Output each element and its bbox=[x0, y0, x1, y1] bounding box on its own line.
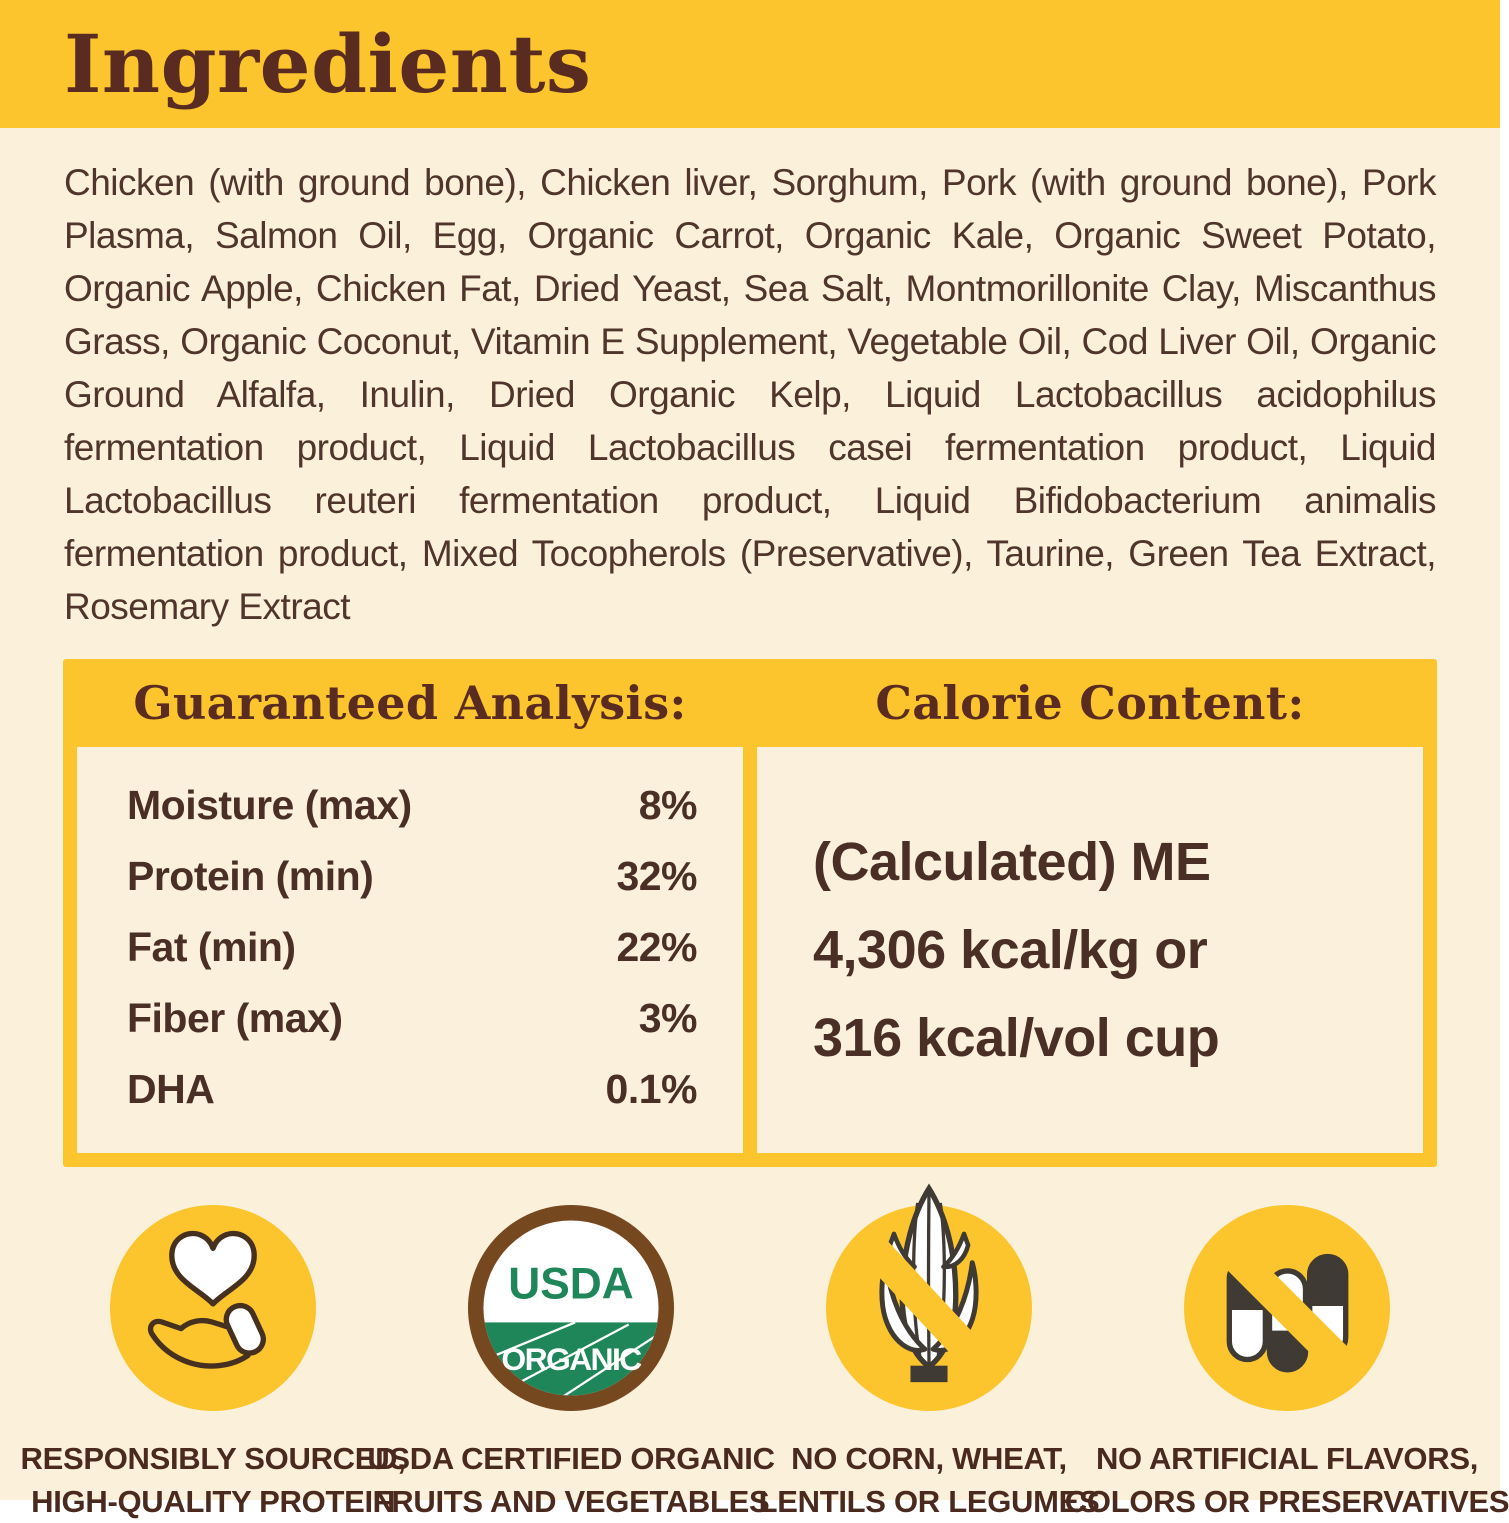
analysis-value: 8% bbox=[638, 782, 697, 828]
badge-caption bbox=[1065, 1437, 1509, 1523]
badge-caption bbox=[759, 1437, 1100, 1523]
no-corn-icon bbox=[826, 1205, 1032, 1411]
analysis-label: DHA bbox=[127, 1066, 215, 1112]
badge-usda-organic bbox=[367, 1205, 775, 1523]
calorie-line: (Calculated) ME bbox=[813, 832, 1211, 892]
caption-line: HIGH-QUALITY PROTEIN bbox=[31, 1484, 395, 1519]
analysis-value: 3% bbox=[638, 995, 697, 1041]
analysis-value: 22% bbox=[616, 924, 697, 970]
calorie-line: 4,306 kcal/kg or bbox=[813, 920, 1208, 980]
caption-line: NO ARTIFICIAL FLAVORS, bbox=[1095, 1441, 1479, 1476]
calorie-content-column bbox=[757, 659, 1423, 1153]
caption-line: USDA CERTIFIED ORGANIC bbox=[367, 1441, 775, 1476]
analysis-value: 32% bbox=[616, 853, 697, 899]
heart-in-hand-icon bbox=[110, 1205, 316, 1411]
analysis-value: 0.1% bbox=[605, 1066, 697, 1112]
page-title: Ingredients bbox=[64, 17, 592, 111]
badge-no-artificial bbox=[1064, 1205, 1509, 1523]
badge-row bbox=[0, 1205, 1509, 1523]
analysis-row-dha bbox=[127, 1067, 697, 1111]
calorie-content-title: Calorie Content: bbox=[875, 676, 1305, 730]
guaranteed-analysis-panel bbox=[77, 747, 743, 1153]
analysis-row-moisture bbox=[127, 783, 697, 827]
ingredients-paragraph: Chicken (with ground bone), Chicken liver, Sorghum, Pork (with ground bone), Pork Plasma, Salmon Oil, Egg, Organic Carrot, Organic Kale, Organic Sweet Potato, Organic Apple, Chicken Fat, Dried Yeast, Sea Salt, Montmorillonite Clay, Miscanthus Grass, Organic Coconut, Vitamin E Supplement, Vegetable Oil, Cod Liver Oil, Organic Ground Alfalfa, Inulin, Dried Organic Kelp, Liquid Lactobacillus acidophilus fermentation product, Liquid Lactobacillus casei fermentation product, Liquid Lactobacillus reuteri fermentation product, Liquid Bifidobacterium animalis fermentation product, Mixed Tocopherols (Preservative), Taurine, Green Tea Extract, Rosemary Extract bbox=[64, 162, 1436, 627]
badge-caption bbox=[20, 1437, 405, 1523]
calorie-line: 316 kcal/vol cup bbox=[813, 1008, 1220, 1068]
guaranteed-analysis-column bbox=[77, 659, 743, 1153]
analysis-label: Moisture (max) bbox=[127, 782, 412, 828]
analysis-label: Fat (min) bbox=[127, 924, 296, 970]
usda-organic-seal-icon bbox=[468, 1205, 674, 1411]
analysis-label: Protein (min) bbox=[127, 853, 374, 899]
badge-caption bbox=[367, 1437, 774, 1523]
caption-line: LENTILS OR LEGUMES bbox=[758, 1484, 1100, 1519]
caption-line: FRUITS AND VEGETABLES bbox=[372, 1484, 770, 1519]
calorie-content-panel bbox=[757, 747, 1423, 1153]
caption-line: COLORS OR PRESERVATIVES bbox=[1064, 1484, 1509, 1519]
no-pills-icon bbox=[1184, 1205, 1390, 1411]
header-band bbox=[0, 0, 1500, 128]
analysis-label: Fiber (max) bbox=[127, 995, 343, 1041]
analysis-row-fiber bbox=[127, 996, 697, 1040]
analysis-row-fat bbox=[127, 925, 697, 969]
guaranteed-analysis-title: Guaranteed Analysis: bbox=[133, 676, 687, 730]
caption-line: NO CORN, WHEAT, bbox=[791, 1441, 1067, 1476]
usda-seal-top-text: USDA bbox=[508, 1259, 634, 1309]
badge-responsibly-sourced bbox=[20, 1205, 406, 1523]
analysis-box bbox=[63, 659, 1437, 1167]
analysis-row-protein bbox=[127, 854, 697, 898]
usda-seal-bottom-text: ORGANIC bbox=[501, 1340, 641, 1377]
caption-line: RESPONSIBLY SOURCED, bbox=[20, 1441, 406, 1476]
badge-no-corn bbox=[759, 1205, 1099, 1523]
